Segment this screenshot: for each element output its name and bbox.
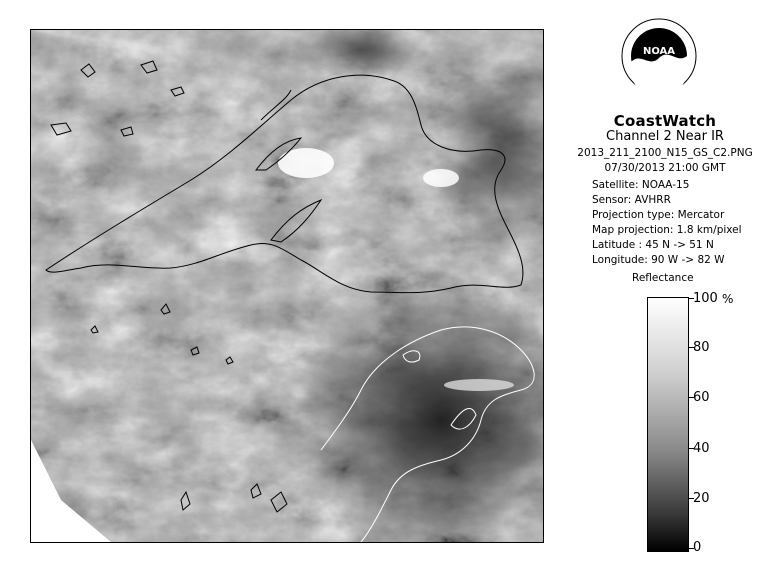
satellite-map — [30, 29, 544, 543]
colorbar-unit: % — [722, 292, 734, 306]
datetime-label: 07/30/2013 21:00 GMT — [604, 162, 726, 174]
longitude-label: Longitude: 90 W -> 82 W — [592, 254, 725, 266]
noaa-logo — [621, 18, 697, 94]
colorbar — [647, 297, 689, 552]
colorbar-title: Reflectance — [632, 272, 694, 284]
colorbar-tick-label: 40 — [693, 441, 710, 456]
colorbar-tick-label: 60 — [693, 390, 710, 405]
map-image — [31, 30, 543, 542]
filename-label: 2013_211_2100_N15_GS_C2.PNG — [577, 147, 753, 159]
colorbar-tick-label: 80 — [693, 340, 710, 355]
sensor-label: Sensor: AVHRR — [592, 194, 671, 206]
product-title: CoastWatch — [613, 112, 717, 130]
satellite-label: Satellite: NOAA-15 — [592, 179, 690, 191]
channel-subtitle: Channel 2 Near IR — [606, 129, 724, 144]
colorbar-tick-label: 0 — [693, 540, 702, 555]
colorbar-tick-label: 20 — [693, 491, 710, 506]
latitude-label: Latitude : 45 N -> 51 N — [592, 239, 714, 251]
projection-type-label: Projection type: Mercator — [592, 209, 725, 221]
map-projection-label: Map projection: 1.8 km/pixel — [592, 224, 742, 236]
svg-text:NOAA: NOAA — [642, 46, 676, 57]
colorbar-tick-label: 100 — [693, 291, 718, 306]
